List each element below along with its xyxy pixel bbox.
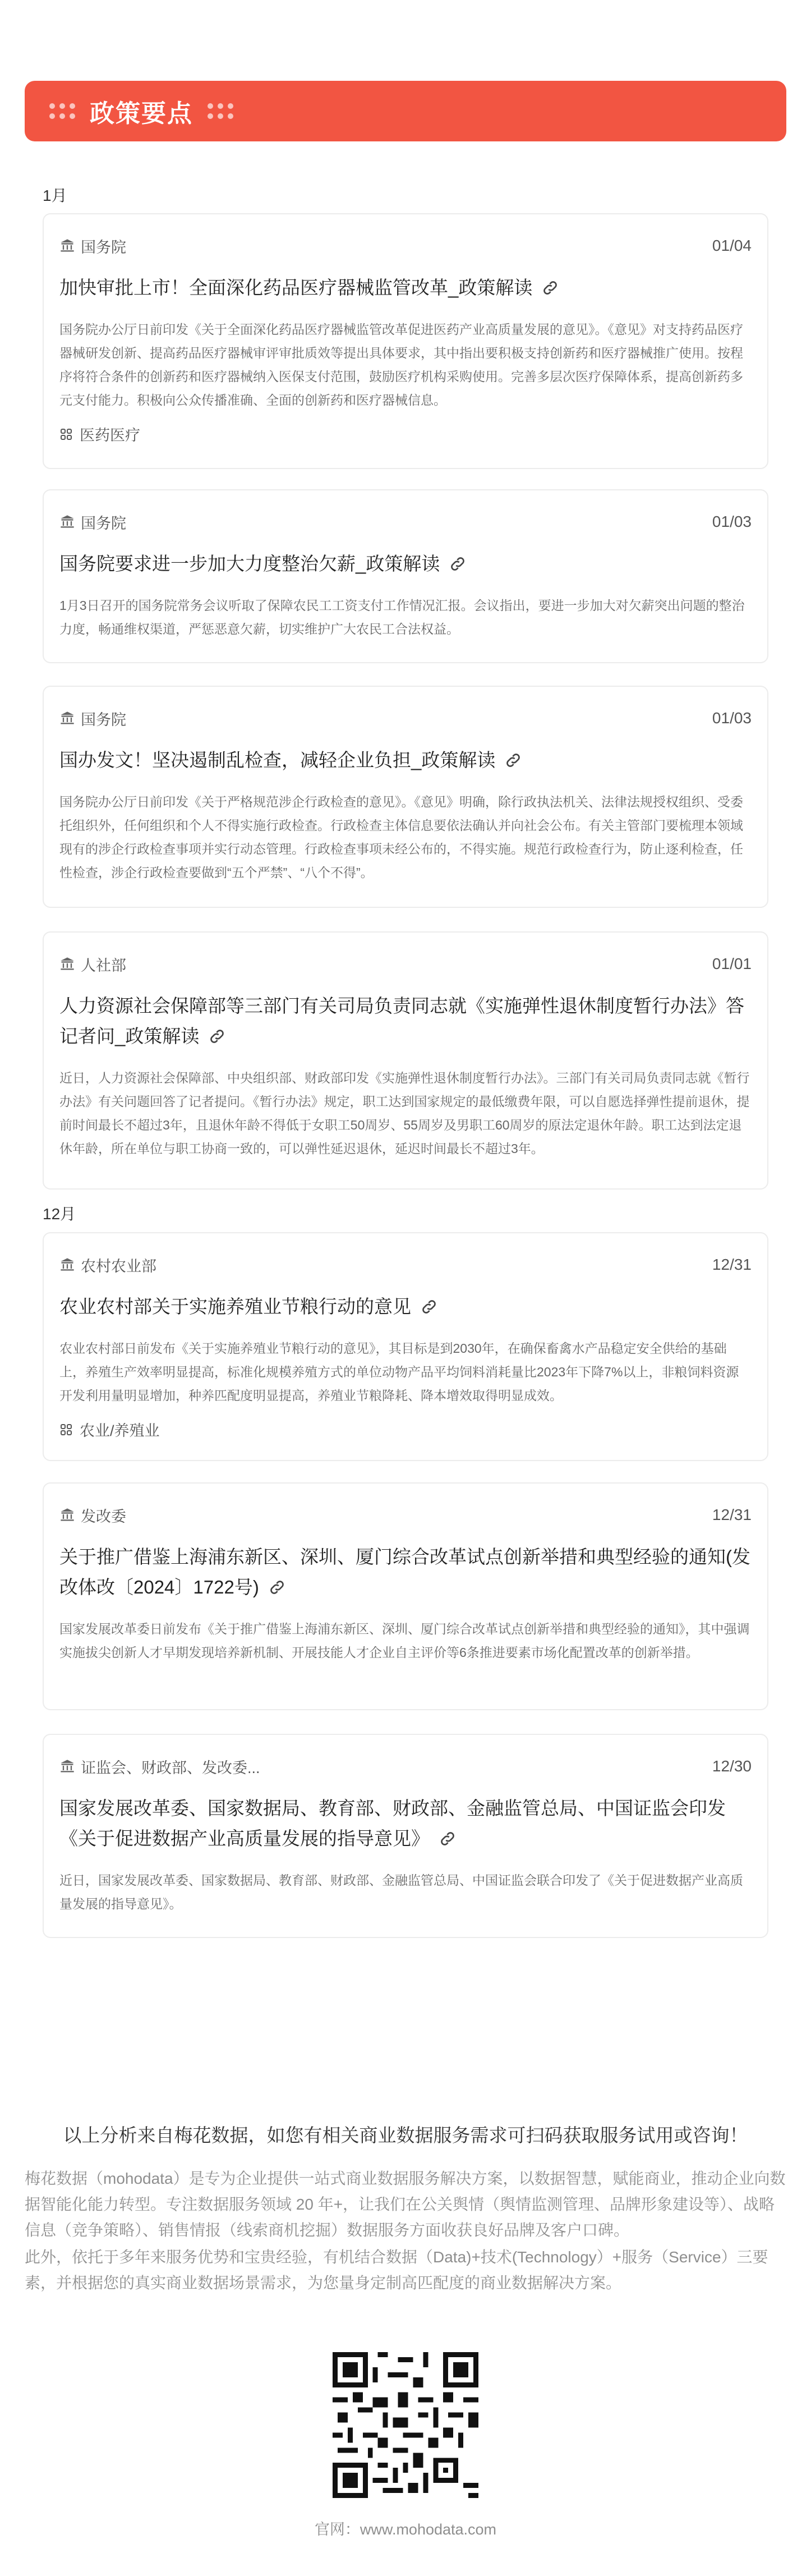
policy-card[interactable] [43,1734,768,1938]
policy-card[interactable] [43,686,768,908]
issuer-name: 国务院 [81,515,126,532]
policy-title-text[interactable]: 农业农村部关于实施养殖业节粮行动的意见 [59,1296,411,1317]
issuer-name: 国务院 [81,711,126,728]
issuer [59,708,126,729]
policy-title-text[interactable]: 加快审批上市！全面深化药品医疗器械监管改革_政策解读 [59,277,533,298]
issuer-name: 国务院 [81,238,126,256]
policy-title[interactable] [59,1793,752,1854]
policy-summary: 近日，人力资源社会保障部、中央组织部、财政部印发《实施弹性退休制度暂行办法》。三部门有关司局负责同志就《暂行办法》有关问题回答了记者提问。《暂行办法》规定，职工达到国家规定的最低缴费年限，可以自愿选择弹性提前退休，提前时间最长不超过3年，且退休年龄不得低于女职工50周岁、55周岁及男职工60周岁的原法定退休年龄。职工达到法定退休年龄，所在单位与职工协商一致的，可以弹性延迟退休，延迟时间最长不超过3年。 [59,1071,750,1156]
publish-date: 01/04 [712,237,752,254]
industry-tag-label[interactable]: 医药医疗 [80,427,140,444]
policy-card[interactable] [43,931,768,1190]
policy-summary: 国务院办公厅日前印发《关于严格规范涉企行政检查的意见》。《意见》明确，除行政执法机关、法律法规授权组织、受委托组织外，任何组织和个人不得实施行政检查。行政检查主体信息要依法确认并向社会公布。有关主管部门要梳理本领域现有的涉企行政检查事项并实行动态管理。行政检查事项未经公布的，不得实施。规范行政检查行为，防止逐利检查，任性检查，涉企行政检查要做到“五个严禁”、“八个不得”。 [59,795,743,880]
issuer-name: 农村农业部 [81,1257,156,1275]
link-icon[interactable] [504,751,522,769]
policy-title-text[interactable]: 国办发文！坚决遏制乱检查，减轻企业负担_政策解读 [59,750,496,770]
government-building-icon [59,710,75,726]
section-banner [25,81,786,141]
policy-title[interactable] [59,991,752,1051]
policy-title[interactable] [59,549,752,579]
policy-card[interactable] [43,1482,768,1710]
category-grid-icon [59,428,73,441]
dots-decoration-right [208,103,233,119]
issuer [59,1756,260,1778]
issuer [59,235,126,257]
issuer [59,1254,156,1276]
policy-title-text[interactable]: 人力资源社会保障部等三部门有关司局负责同志就《实施弹性退休制度暂行办法》答记者问_政策解读 [59,995,744,1046]
policy-summary: 1月3日召开的国务院常务会议听取了保障农民工工资支付工作情况汇报。会议指出，要进一步加大对欠薪突出问题的整治力度，畅通维权渠道，严惩恶意欠薪，切实维护广大农民工合法权益。 [59,598,745,636]
link-icon[interactable] [208,1027,226,1045]
banner-title: 政策要点 [90,100,193,127]
link-icon[interactable] [439,1830,457,1848]
company-intro: 梅花数据（mohodata）是专为企业提供一站式商业数据服务解决方案，以数据智慧，赋能商业，推动企业向数据智能化能力转型。专注数据服务领域 20 年+，让我们在公关舆情（舆情监测管理、品牌形象建设等）、战略信息（竞争策略）、销售情报（线索商机挖掘）数据服务方面收获良好品牌及客户口碑。 [25,2170,786,2239]
government-building-icon [59,1758,75,1774]
publish-date: 01/03 [712,513,752,530]
policy-card[interactable] [43,1232,768,1461]
government-building-icon [59,1507,75,1523]
government-building-icon [59,238,75,254]
policy-summary: 近日，国家发展改革委、国家数据局、教育部、财政部、金融监管总局、中国证监会联合印发了《关于促进数据产业高质量发展的指导意见》。 [59,1873,743,1911]
government-building-icon [59,1257,75,1273]
policy-title[interactable] [59,1542,752,1602]
issuer [59,511,126,533]
issuer [59,1504,126,1526]
month-label-january: 1月 [43,187,67,204]
policy-title[interactable] [59,745,752,775]
policy-title[interactable] [59,273,752,303]
policy-title[interactable] [59,1292,752,1322]
policy-summary: 国家发展改革委日前发布《关于推广借鉴上海浦东新区、深圳、厦门综合改革试点创新举措和典型经验的通知》，其中强调实施拔尖创新人才早期发现培养新机制、开展技能人才企业自主评价等6条推进要素市场化配置改革的创新举措。 [59,1622,750,1660]
company-intro-continued: 此外，依托于多年来服务优势和宝贵经验，有机结合数据（Data)+技术(Technology）+服务（Service）三要素，并根据您的真实商业数据场景需求，为您量身定制高匹配度的商业数据解决方案。 [25,2248,768,2292]
policy-card[interactable] [43,489,768,663]
qr-code[interactable] [333,2352,478,2498]
issuer-name: 人社部 [81,957,126,974]
policy-title-text[interactable]: 关于推广借鉴上海浦东新区、深圳、厦门综合改革试点创新举措和典型经验的通知(发改体改〔2024〕1722号) [59,1546,750,1597]
link-icon[interactable] [449,555,467,573]
industry-tag-label[interactable]: 农业/养殖业 [80,1422,160,1439]
link-icon[interactable] [420,1298,438,1316]
issuer [59,953,126,975]
publish-date: 12/31 [712,1256,752,1273]
government-building-icon [59,514,75,530]
official-website[interactable]: 官网：www.mohodata.com [314,2521,497,2538]
link-icon[interactable] [541,279,559,297]
category-grid-icon [59,1423,73,1436]
government-building-icon [59,956,75,972]
month-label-december: 12月 [43,1205,76,1223]
issuer-name: 发改委 [81,1508,126,1525]
policy-summary: 国务院办公厅日前印发《关于全面深化药品医疗器械监管改革促进医药产业高质量发展的意见》。《意见》对支持药品医疗器械研发创新、提高药品医疗器械审评审批质效等提出具体要求，其中指出要积极支持创新药和医疗器械推广使用。按程序将符合条件的创新药和医疗器械纳入医保支付范围，鼓励医疗机构采购使用。完善多层次医疗保障体系，提高创新药多元支付能力。积极向公众传播准确、全面的创新药和医疗器械信息。 [59,322,743,407]
publish-date: 01/03 [712,709,752,727]
policy-card[interactable] [43,213,768,469]
industry-tag[interactable] [59,423,752,445]
policy-summary: 农业农村部日前发布《关于实施养殖业节粮行动的意见》，其目标是到2030年，在确保畜禽水产品稳定安全供给的基础上，养殖生产效率明显提高，标准化规模养殖方式的单位动物产品平均饲料消耗量比2023年下降7%以上，非粮饲料资源开发利用量明显增加，种养匹配度明显提高，养殖业节粮降耗、降本增效取得明显成效。 [59,1341,739,1403]
industry-tag[interactable] [59,1418,752,1440]
publish-date: 12/30 [712,1757,752,1775]
policy-title-text[interactable]: 国家发展改革委、国家数据局、教育部、财政部、金融监管总局、中国证监会印发《关于促进数据产业高质量发展的指导意见》 [59,1798,726,1849]
footer-title: 以上分析来自梅花数据，如您有相关商业数据服务需求可扫码获取服务试用或咨询！ [63,2125,748,2146]
link-icon[interactable] [268,1578,286,1596]
publish-date: 12/31 [712,1506,752,1523]
publish-date: 01/01 [712,955,752,972]
dots-decoration-left [49,103,75,119]
policy-title-text[interactable]: 国务院要求进一步加大力度整治欠薪_政策解读 [59,553,440,574]
issuer-name: 证监会、财政部、发改委... [81,1759,260,1776]
